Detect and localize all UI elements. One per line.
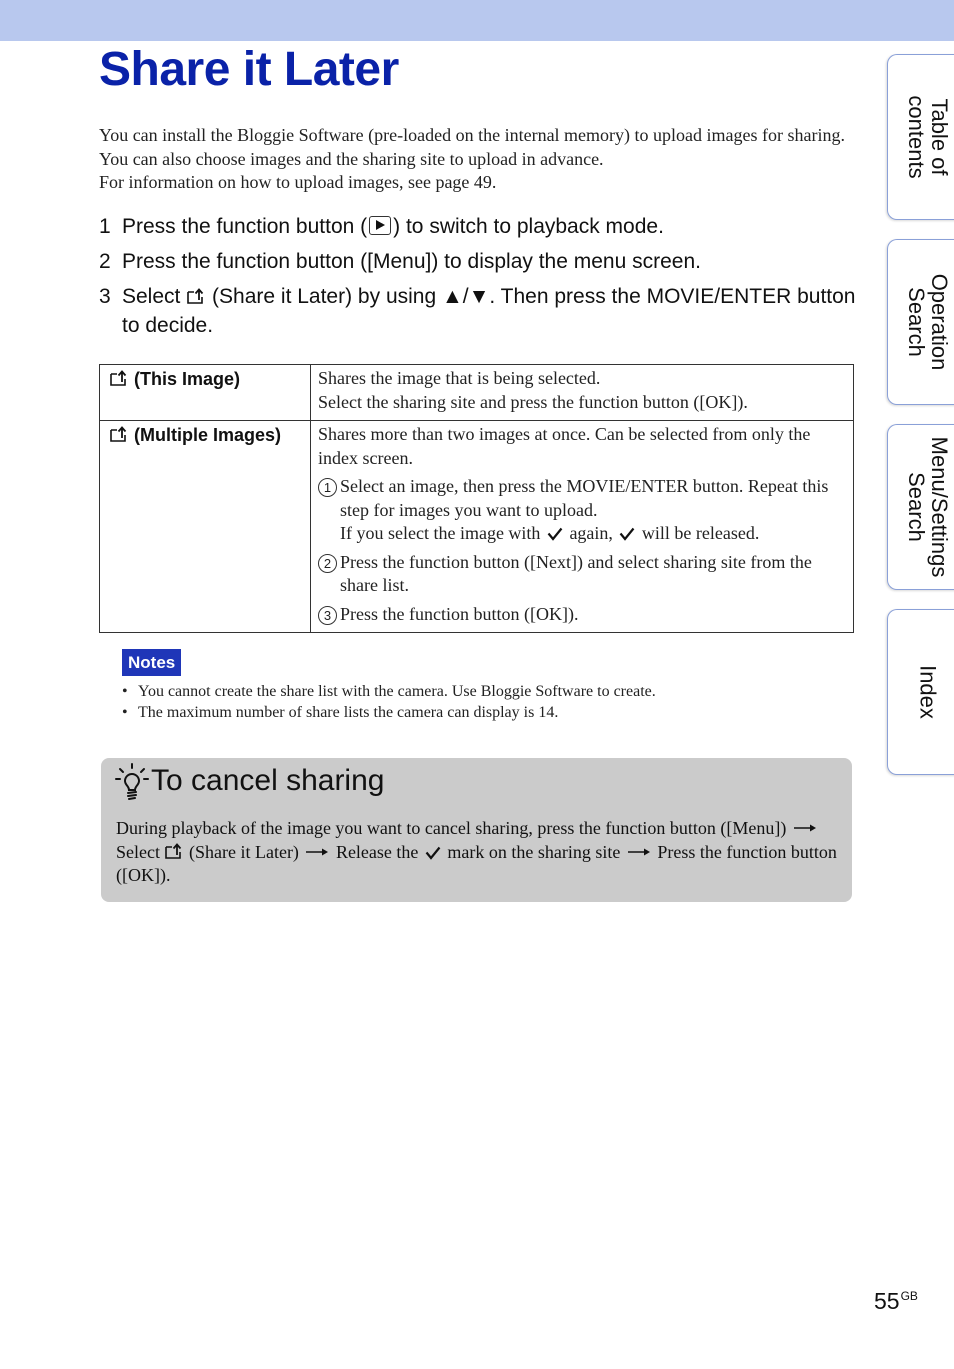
step-item	[99, 212, 859, 241]
page-title: Share it Later	[99, 43, 399, 96]
header-band	[0, 0, 954, 41]
tab-table-of-contents[interactable]	[887, 54, 954, 220]
table-row	[100, 365, 854, 421]
share-icon	[186, 288, 206, 305]
lightbulb-icon	[114, 762, 150, 802]
arrow-right-icon	[627, 847, 651, 857]
intro-reference: For information on how to upload images, see page 49.	[99, 172, 497, 192]
tip-text: Release the	[335, 841, 419, 862]
tab-label: Search	[903, 287, 929, 357]
step-text: Press the function button ([Menu]) to display the menu screen.	[122, 250, 701, 273]
sub-step	[318, 551, 845, 598]
share-icon	[109, 426, 129, 443]
tab-label: Menu/Settings	[926, 436, 952, 578]
check-icon	[425, 846, 441, 860]
tip-title: To cancel sharing	[151, 764, 385, 797]
step-number: 1	[99, 215, 111, 238]
option-desc-cell	[311, 365, 854, 421]
tab-label: Search	[903, 472, 929, 542]
sub-step-number: 3	[318, 606, 337, 625]
option-label-cell	[100, 421, 311, 633]
step-list	[99, 212, 859, 346]
page-number-value: 55	[874, 1288, 900, 1314]
sub-step-number: 1	[318, 478, 337, 497]
tab-label: Operation	[926, 273, 952, 371]
tip-box	[101, 758, 852, 902]
tip-text: During playback of the image you want to cancel sharing, press the function button ([Menu])	[116, 818, 787, 838]
option-desc: Shares more than two images at once. Can be selected from only the index screen.	[318, 424, 811, 468]
sub-step-number: 2	[318, 554, 337, 573]
sub-step-text: Press the function button ([Next]) and select sharing site from the share list.	[340, 551, 812, 595]
sub-step-text: Press the function button ([OK]).	[340, 603, 579, 624]
tip-text: Press the function button ([OK]).	[116, 841, 837, 885]
notes-list	[122, 681, 852, 723]
tip-body	[116, 817, 841, 888]
step-text: Select	[122, 285, 187, 308]
sub-step-text: will be released.	[641, 523, 760, 543]
step-item	[99, 282, 859, 340]
tab-label: Index	[915, 665, 940, 719]
sub-step	[318, 603, 845, 627]
sub-step-text: If you select the image with	[340, 523, 541, 543]
option-desc: Shares the image that is being selected.	[318, 368, 601, 388]
page-number-suffix: GB	[900, 1289, 918, 1303]
intro-paragraph: You can install the Bloggie Software (pre-loaded on the internal memory) to upload images for sharing. You can also choose images and the sharing site to upload in advance.	[99, 125, 845, 169]
tip-text: (Share it Later)	[188, 841, 299, 862]
list-item: • You cannot create the share list with the camera. Use Bloggie Software to create.	[122, 681, 852, 702]
arrow-right-icon	[793, 823, 817, 833]
tab-label: Table of	[926, 98, 952, 176]
option-label: (Multiple Images)	[134, 425, 282, 445]
tip-text: Select	[116, 841, 160, 862]
tab-label: contents	[903, 95, 929, 179]
tab-index[interactable]	[887, 609, 954, 775]
share-icon	[109, 370, 129, 387]
options-table	[99, 364, 854, 633]
step-text: ) to switch to playback mode.	[393, 215, 664, 238]
share-icon	[164, 843, 184, 860]
play-icon	[369, 216, 391, 235]
notes-badge: Notes	[122, 649, 181, 676]
tab-menu-settings-search[interactable]	[887, 424, 954, 590]
page-number	[874, 1288, 918, 1315]
intro-text	[99, 124, 859, 195]
option-label-cell	[100, 365, 311, 421]
option-label: (This Image)	[134, 369, 241, 389]
tip-text: mark on the sharing site	[447, 841, 621, 862]
step-text: Press the function button (	[122, 215, 368, 238]
sub-step-text: again,	[569, 523, 613, 543]
list-item: • The maximum number of share lists the camera can display is 14.	[122, 702, 852, 723]
step-number: 2	[99, 250, 111, 273]
sub-step	[318, 475, 845, 546]
step-text: (Share it Later) by using ▲/▼. Then press the MOVIE/ENTER button to decide.	[122, 285, 856, 337]
check-icon	[619, 527, 635, 541]
table-row	[100, 421, 854, 633]
check-icon	[547, 527, 563, 541]
step-number: 3	[99, 285, 111, 308]
sub-step-text: Select an image, then press the MOVIE/ENTER button. Repeat this step for images you want to upload.	[340, 476, 829, 520]
step-item	[99, 247, 859, 276]
tab-operation-search[interactable]	[887, 239, 954, 405]
option-desc-cell	[311, 421, 854, 633]
option-desc: Select the sharing site and press the function button ([OK]).	[318, 391, 748, 412]
arrow-right-icon	[305, 847, 329, 857]
